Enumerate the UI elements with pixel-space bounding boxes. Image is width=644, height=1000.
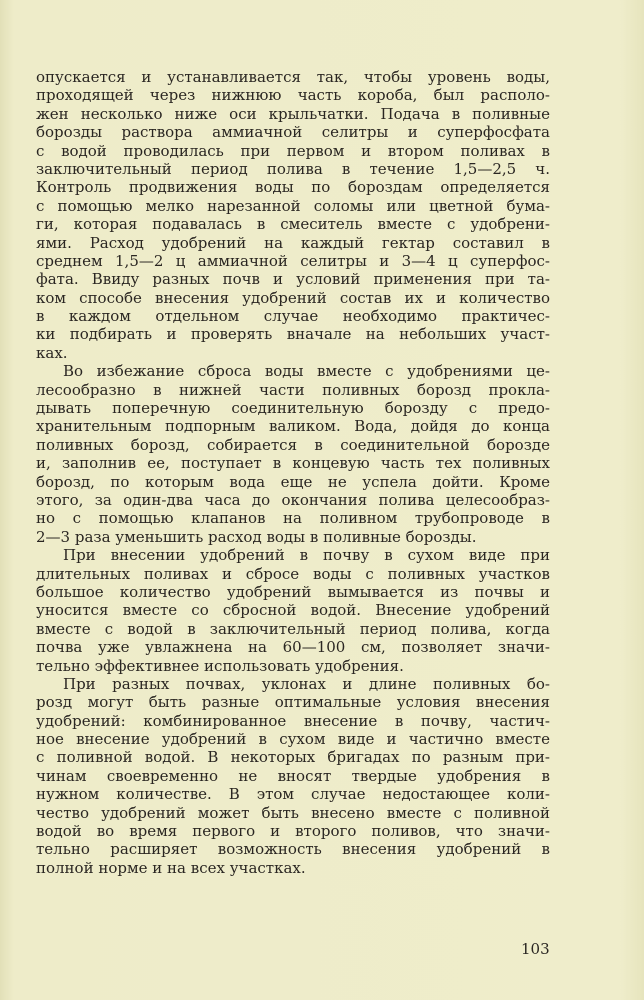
text-line: ное внесение удобрений в сухом виде и частично вместе (36, 730, 550, 749)
text-line: хранительным подпорным валиком. Вода, дойдя до конца (36, 417, 550, 436)
paragraph (36, 675, 550, 877)
text-line: уносится вместе со сбросной водой. Внесение удобрений (36, 601, 550, 620)
text-line: проходящей через нижнюю часть короба, был располо- (36, 86, 550, 105)
text-line: в каждом отдельном случае необходимо практичес- (36, 307, 550, 326)
text-line: чинам своевременно не вносят твердые удобрения в (36, 766, 550, 785)
text-line: длительных поливах и сбросе воды с поливных участков (36, 564, 550, 583)
text-line: борозд, по которым вода еще не успела дойти. Кроме (36, 472, 550, 491)
text-line: ки подбирать и проверять вначале на небольших участ- (36, 325, 550, 344)
body-text (36, 68, 550, 877)
text-line: тельно расширяет возможность внесения удобрений в (36, 840, 550, 859)
text-line: борозды раствора аммиачной селитры и суперфосфата (36, 123, 550, 142)
text-line: нужном количестве. В этом случае недостающее коли- (36, 785, 550, 804)
text-line: большое количество удобрений вымывается из почвы и (36, 582, 550, 601)
text-line: и, заполнив ее, поступает в концевую часть тех поливных (36, 454, 550, 473)
text-line: лесообразно в нижней части поливных борозд прокла- (36, 380, 550, 399)
text-line: жен несколько ниже оси крыльчатки. Подача в поливные (36, 104, 550, 123)
text-line: ями. Расход удобрений на каждый гектар составил в (36, 233, 550, 252)
text-line: дывать поперечную соединительную борозду с предо- (36, 399, 550, 418)
text-line: При разных почвах, уклонах и длине поливных бо- (63, 674, 550, 693)
text-line: но с помощью клапанов на поливном трубопроводе в (36, 509, 550, 528)
text-line: ках. (36, 343, 68, 362)
text-line: вместе с водой в заключительный период полива, когда (36, 619, 550, 638)
text-line: ги, которая подавалась в смеситель вместе с удобрени- (36, 215, 550, 234)
text-line: этого, за один-два часа до окончания полива целесообраз- (36, 490, 550, 509)
page-number: 103 (521, 940, 550, 958)
text-line: ком способе внесения удобрений состав их и количество (36, 288, 550, 307)
text-line: среднем 1,5—2 ц аммиачной селитры и 3—4 ц суперфос- (36, 251, 550, 270)
text-line: фата. Ввиду разных почв и условий применения при та- (36, 270, 550, 289)
text-line: розд могут быть разные оптимальные условия внесения (36, 693, 550, 712)
text-line: чество удобрений может быть внесено вместе с поливной (36, 803, 550, 822)
text-line: поливных борозд, собирается в соединительной борозде (36, 435, 550, 454)
text-line: Контроль продвижения воды по бороздам определяется (36, 178, 550, 197)
text-line: 2—3 раза уменьшить расход воды в поливные борозды. (36, 527, 477, 546)
text-line: с поливной водой. В некоторых бригадах по разным при- (36, 748, 550, 767)
text-line: При внесении удобрений в почву в сухом виде при (63, 546, 550, 565)
paragraph (36, 546, 550, 675)
text-line: опускается и устанавливается так, чтобы уровень воды, (36, 68, 550, 86)
text-line: Во избежание сброса воды вместе с удобрениями це- (63, 362, 550, 381)
paragraph (36, 68, 550, 362)
text-line: удобрений: комбинированное внесение в почву, частич- (36, 711, 550, 730)
text-line: заключительный период полива в течение 1,5—2,5 ч. (36, 159, 550, 178)
text-line: с помощью мелко нарезанной соломы или цветной бума- (36, 196, 550, 215)
text-line: с водой проводилась при первом и втором поливах в (36, 141, 550, 160)
text-line: почва уже увлажнена на 60—100 см, позволяет значи- (36, 638, 550, 657)
paragraph (36, 362, 550, 546)
text-line: водой во время первого и второго поливов, что значи- (36, 822, 550, 841)
text-line: тельно эффективнее использовать удобрения. (36, 656, 404, 675)
text-line: полной норме и на всех участках. (36, 858, 306, 877)
